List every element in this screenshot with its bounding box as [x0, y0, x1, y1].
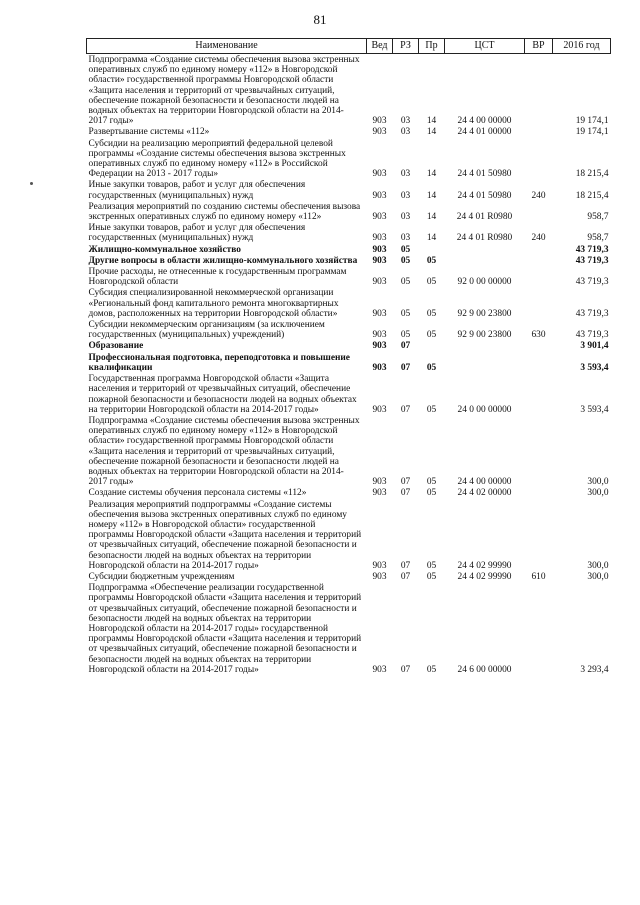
cell-rz: 05: [400, 308, 411, 319]
header-rz: РЗ: [393, 39, 419, 54]
table-row: [87, 487, 611, 498]
cell-sum: 43 719,3: [575, 277, 609, 288]
cell-sum: 958,7: [587, 212, 609, 223]
cell-name: Развертывание системы «112»: [88, 127, 210, 138]
cell-pr: 14: [426, 212, 437, 223]
table-row: [87, 287, 611, 319]
cell-rz: 03: [400, 169, 411, 180]
cell-rz: 05: [400, 277, 411, 288]
cell-cst: 24 4 02 99990: [457, 571, 512, 582]
cell-rz: 05: [400, 330, 411, 341]
cell-rz: 03: [400, 212, 411, 223]
cell-pr: 05: [426, 308, 437, 319]
cell-sum: 43 719,3: [575, 244, 609, 255]
cell-name: Жилищно-коммунальное хозяйство: [88, 244, 241, 255]
cell-vr: [525, 255, 553, 266]
cell-cst: 24 4 01 00000: [457, 127, 512, 138]
header-vr: ВР: [525, 39, 553, 54]
cell-pr: 05: [426, 664, 437, 675]
cell-pr: 05: [426, 571, 437, 582]
cell-ved: 903: [372, 488, 387, 499]
table-header-row: [87, 39, 611, 54]
cell-name: Иные закупки товаров, работ и услуг для обеспечения государственных (муниципальных) нужд: [88, 223, 306, 244]
cell-cst: 24 4 01 50980: [457, 169, 512, 180]
cell-pr: 05: [426, 255, 437, 266]
cell-cst: 24 4 01 50980: [457, 190, 512, 201]
table-row: [87, 373, 611, 415]
cell-ved: 903: [372, 664, 387, 675]
table-row: [87, 266, 611, 287]
cell-pr: 05: [426, 277, 437, 288]
cell-vr: [525, 138, 553, 180]
cell-rz: 03: [400, 127, 411, 138]
table-row: [87, 340, 611, 351]
cell-vr: [525, 373, 553, 415]
cell-ved: 903: [372, 330, 387, 341]
cell-pr: 05: [426, 362, 437, 373]
cell-sum: 3 901,4: [580, 341, 609, 352]
cell-cst: 24 4 00 00000: [457, 477, 512, 488]
cell-ved: 903: [372, 116, 387, 127]
table-row: [87, 54, 611, 127]
cell-vr: [525, 582, 553, 675]
cell-rz: 07: [400, 404, 411, 415]
cell-rz: 07: [400, 664, 411, 675]
cell-cst: 92 9 00 23800: [457, 308, 512, 319]
cell-cst: 24 4 01 R0980: [456, 212, 513, 223]
cell-name: Профессиональная подготовка, переподготовка и повышение квалификации: [88, 352, 350, 373]
page-number: 81: [313, 12, 327, 27]
cell-ved: 903: [372, 233, 387, 244]
cell-rz: 03: [400, 233, 411, 244]
table-row: [87, 201, 611, 222]
table-row: [87, 255, 611, 266]
cell-sum: 43 719,3: [575, 308, 609, 319]
cell-pr: 05: [426, 488, 437, 499]
cell-rz: 05: [400, 255, 411, 266]
cell-vr: 240: [531, 233, 546, 244]
cell-rz: 07: [400, 560, 411, 571]
page-mark: [30, 182, 33, 185]
cell-cst: [445, 255, 525, 266]
cell-ved: 903: [372, 169, 387, 180]
cell-ved: 903: [372, 127, 387, 138]
cell-name: Подпрограмма «Создание системы обеспечения вызова экстренных оперативных служб по единому номеру «112» в Новгородской области» государственной программы Новгородской области «Защита населения и территорий от чрезвычайных ситуаций, обеспечение пожарной безопасности и безопасности людей на водных объектах на территории Новгородской области на 2014-2017 годы»: [88, 415, 360, 488]
table-row: [87, 571, 611, 582]
cell-sum: 43 719,3: [575, 330, 609, 341]
cell-vr: 240: [531, 190, 546, 201]
cell-vr: [525, 126, 553, 137]
cell-cst: 24 4 00 00000: [457, 116, 512, 127]
cell-ved: 903: [372, 212, 387, 223]
cell-rz: 07: [400, 341, 411, 352]
cell-name: Прочие расходы, не отнесенные к государственным программам Новгородской области: [88, 267, 347, 288]
cell-name: Субсидии бюджетным учреждениям: [88, 571, 235, 582]
cell-name: Подпрограмма «Создание системы обеспечения вызова экстренных оперативных служб по единому номеру «112» в Новгородской области» государственной программы Новгородской области «Защита населения и территорий от чрезвычайных ситуаций, обеспечение пожарной безопасности и безопасности людей на водных объектах на территории Новгородской области на 2014-2017 годы»: [88, 55, 360, 127]
cell-sum: 300,0: [587, 560, 609, 571]
cell-ved: 903: [372, 190, 387, 201]
cell-cst: 24 4 02 99990: [457, 560, 512, 571]
cell-vr: [525, 499, 553, 571]
cell-vr: [525, 54, 553, 127]
cell-vr: [525, 201, 553, 222]
table-row: [87, 415, 611, 487]
header-name: Наименование: [87, 39, 367, 54]
cell-pr: 14: [426, 127, 437, 138]
cell-name: Создание системы обучения персонала системы «112»: [88, 488, 307, 499]
cell-sum: 300,0: [587, 571, 609, 582]
cell-cst: [445, 340, 525, 351]
header-year: 2016 год: [553, 39, 611, 54]
cell-name: Реализация мероприятий подпрограммы «Создание системы обеспечения вызова экстренных оперативных служб по единому номеру «112» в Новгородской области» государственной программы Новгородской области «Защита населения и территорий от чрезвычайных ситуаций, обеспечение пожарной безопасности и безопасности людей на водных объектах на территории Новгородской области на 2014-2017 годы»: [88, 499, 362, 571]
cell-ved: 903: [372, 404, 387, 415]
cell-cst: 24 0 00 00000: [457, 404, 512, 415]
cell-name: Подпрограмма «Обеспечение реализации государственной программы Новгородской области «Защита населения и территорий от чрезвычайных ситуаций, обеспечение пожарной безопасности и безопасности людей на водных объектах на территории Новгородской области на 2014-2017 годы» государственной программы Новгородской области «Защита населения и территорий от чрезвычайных ситуаций, обеспечение пожарной безопасности и безопасности людей на водных объектах на территории Новгородской области на 2014-2017 годы»: [88, 583, 362, 675]
table-row: [87, 319, 611, 340]
header-pr: Пр: [419, 39, 445, 54]
header-cst: ЦСТ: [445, 39, 525, 54]
cell-name: Субсидия специализированной некоммерческой организации «Региональный фонд капитального ремонта многоквартирных домов, расположенных на территории Новгородской области»: [88, 288, 339, 319]
table-row: [87, 179, 611, 200]
cell-vr: [525, 487, 553, 498]
table-row: [87, 138, 611, 180]
cell-rz: 07: [400, 362, 411, 373]
cell-ved: 903: [372, 341, 387, 352]
cell-rz: 05: [400, 244, 411, 255]
cell-sum: 18 215,4: [575, 169, 609, 180]
cell-sum: 3 593,4: [580, 362, 609, 373]
table-row: [87, 222, 611, 243]
header-ved: Вед: [367, 39, 393, 54]
cell-rz: 07: [400, 571, 411, 582]
cell-pr: 05: [426, 477, 437, 488]
cell-ved: 903: [372, 255, 387, 266]
cell-cst: [445, 352, 525, 373]
cell-name: Государственная программа Новгородской области «Защита населения и территорий от чрезвычайных ситуаций, обеспечение пожарной безопасности и безопасности людей на водных объектах на территории Новгородской области на 2014-2017 годы»: [88, 374, 357, 415]
cell-pr: 05: [426, 404, 437, 415]
cell-pr: [419, 340, 445, 351]
cell-name: Другие вопросы в области жилищно-коммунального хозяйства: [88, 255, 358, 266]
cell-cst: 92 9 00 23800: [457, 330, 512, 341]
cell-sum: 43 719,3: [575, 255, 609, 266]
table-row: [87, 352, 611, 373]
cell-vr: [525, 244, 553, 255]
cell-sum: 3 593,4: [580, 404, 609, 415]
cell-ved: 903: [372, 571, 387, 582]
cell-sum: 958,7: [587, 233, 609, 244]
cell-name: Иные закупки товаров, работ и услуг для обеспечения государственных (муниципальных) нужд: [88, 180, 306, 201]
cell-name: Образование: [88, 341, 144, 352]
cell-name: Субсидии некоммерческим организациям (за исключением государственных (муниципальных) учреждений): [88, 320, 325, 341]
cell-name: Реализация мероприятий по созданию системы обеспечения вызова экстренных оперативных служб по единому номеру «112»: [88, 201, 361, 223]
cell-vr: [525, 352, 553, 373]
cell-vr: [525, 287, 553, 319]
cell-sum: 300,0: [587, 477, 609, 488]
cell-vr: [525, 340, 553, 351]
cell-ved: 903: [372, 362, 387, 373]
table-row: [87, 499, 611, 571]
cell-cst: 24 6 00 00000: [457, 664, 512, 675]
cell-sum: 18 215,4: [575, 190, 609, 201]
cell-vr: [525, 266, 553, 287]
cell-pr: 05: [426, 560, 437, 571]
cell-cst: 92 0 00 00000: [457, 277, 512, 288]
cell-sum: 3 293,4: [580, 664, 609, 675]
cell-sum: 19 174,1: [575, 127, 609, 138]
cell-name: Субсидии на реализацию мероприятий федеральной целевой программы «Создание системы обеспечения вызова экстренных оперативных служб по единому номеру «112» в Российской Федерации на 2013 - 2017 годы»: [88, 138, 346, 180]
cell-rz: 07: [400, 477, 411, 488]
cell-pr: [419, 244, 445, 255]
cell-ved: 903: [372, 308, 387, 319]
cell-pr: 14: [426, 116, 437, 127]
cell-cst: 24 4 02 00000: [457, 488, 512, 499]
cell-rz: 03: [400, 116, 411, 127]
cell-pr: 05: [426, 330, 437, 341]
cell-vr: [525, 415, 553, 487]
cell-pr: 14: [426, 169, 437, 180]
table-body: [87, 54, 611, 675]
budget-table: [86, 38, 611, 675]
table-row: [87, 244, 611, 255]
cell-ved: 903: [372, 277, 387, 288]
cell-rz: 07: [400, 488, 411, 499]
cell-ved: 903: [372, 477, 387, 488]
cell-rz: 03: [400, 190, 411, 201]
cell-vr: 630: [531, 330, 546, 341]
table-row: [87, 126, 611, 137]
table-row: [87, 582, 611, 675]
cell-ved: 903: [372, 560, 387, 571]
cell-ved: 903: [372, 244, 387, 255]
cell-cst: [445, 244, 525, 255]
cell-cst: 24 4 01 R0980: [456, 233, 513, 244]
cell-vr: 610: [531, 571, 546, 582]
cell-pr: 14: [426, 233, 437, 244]
cell-sum: 19 174,1: [575, 116, 609, 127]
cell-pr: 14: [426, 190, 437, 201]
cell-sum: 300,0: [587, 488, 609, 499]
